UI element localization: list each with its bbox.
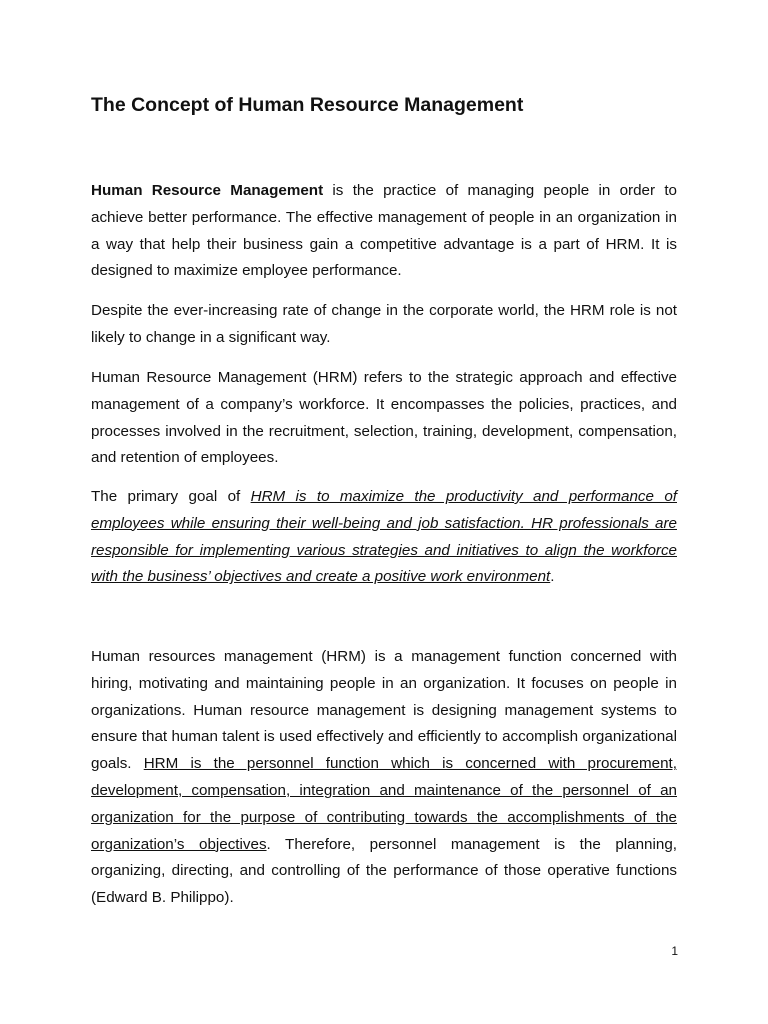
paragraph-hrm-role: Despite the ever-increasing rate of change in the corporate world, the HRM role is not likely to change in a significant way.: [91, 302, 677, 346]
primary-goal-emphasis: HRM is to maximize the productivity and performance of employees while ensuring their well-being and job satisfaction. HR professionals are responsible for implementing various strategies and initiatives to align the workforce with the business’ objectives and create a positive work environment: [91, 488, 677, 586]
paragraph-hrm-strategic-approach: Human Resource Management (HRM) refers to the strategic approach and effective management of a company’s workforce. It encompasses the policies, practices, and processes involved in the recruitment, selection, training, development, compensation, and retention of employees.: [91, 369, 677, 467]
page-title: The Concept of Human Resource Management: [91, 94, 524, 116]
hrm-function-end: . Therefore, personnel management is the planning, organizing, directing, and controlling of the performance of those operative functions (Edward B. Philippo).: [91, 835, 677, 907]
primary-goal-lead: The primary goal of: [91, 488, 251, 505]
page-number: 1: [671, 944, 678, 958]
hrm-function-underlined-definition: HRM is the personnel function which is concerned with procurement, development, compensation, integration and maintenance of the personnel of an organization for the purpose of contributing towards the accomplishments of the organization’s objectives: [91, 755, 677, 853]
paragraph-hrm-definition-text: is the practice of managing people in order to achieve better performance. The effective management of people in an organization in a way that help their business gain a competitive advantage is a part of HRM. It is designed to maximize employee performance.: [91, 182, 677, 280]
paragraph-hrm-definition: [91, 178, 677, 285]
hrm-function-lead: Human resources management (HRM) is a management function concerned with hiring, motivating and maintaining people in an organization. It focuses on people in organizations. Human resource management is designing management systems to ensure that human talent is used effectively and efficiently to accomplish organizational goals.: [91, 648, 677, 773]
primary-goal-end: .: [550, 568, 555, 586]
bold-term-hrm: Human Resource Management: [91, 182, 324, 199]
paragraph-hrm-function: [91, 644, 677, 912]
paragraph-primary-goal: [91, 484, 677, 591]
